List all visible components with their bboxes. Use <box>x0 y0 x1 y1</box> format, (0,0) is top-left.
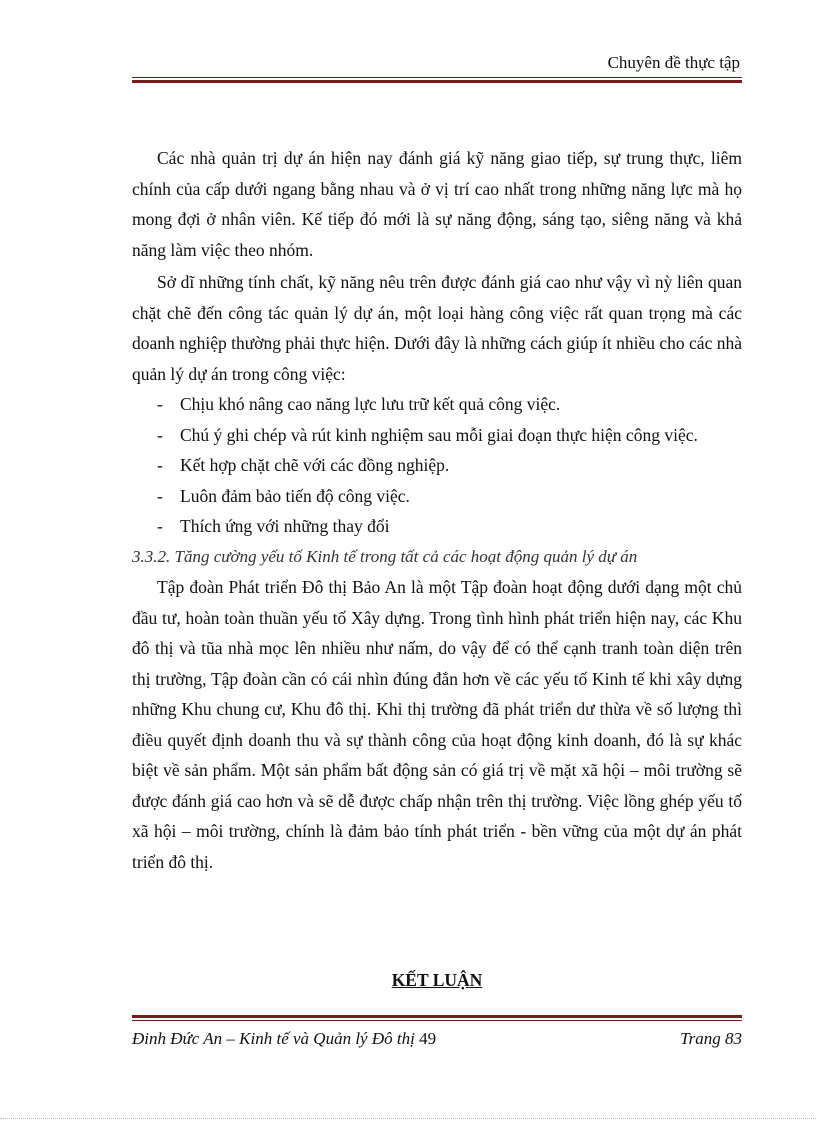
conclusion-heading: KẾT LUẬN <box>391 970 483 990</box>
bullet-dash: - <box>157 424 163 445</box>
list-item-text: Kết hợp chặt chẽ với các đồng nghiệp. <box>180 455 450 475</box>
list-item <box>132 420 742 451</box>
bullet-dash: - <box>157 394 163 414</box>
header-title: Chuyên đề thực tập <box>607 53 740 72</box>
page-bottom-border <box>0 1118 816 1119</box>
list-item-text: Thích ứng với những thay đổi <box>180 516 390 536</box>
footer-rule-thin <box>132 1020 742 1021</box>
paragraph-3: Tập đoàn Phát triển Đô thị Bảo An là một Tập đoàn hoạt động dưới dạng một chủ đầu tư, hoàn toàn thuần yếu tố Xây dựng. Trong tình hình phát triển hiện nay, các Khu đô thị và tũa nhà mọc lên nhiều như nấm, do vậy để có thể cạnh tranh toàn diện trên thị trường, Tập đoàn cần có cái nhìn đúng đắn hơn về các yếu tố Kinh tế khi xây dựng những Khu chung cư, Khu đô thị. Khi thị trường đã phát triển dư thừa về số lượng thì điều quyết định doanh thu và sự thành công của hoạt động kinh doanh, đó là sự khác biệt về sản phẩm. Một sản phẩm bất động sản có giá trị về mặt xã hội – môi trường sẽ được đánh giá cao hơn và sẽ dễ được chấp nhận trên thị trường. Việc lồng ghép yếu tố xã hội – môi trường, chính là đảm bảo tính phát triển - bền vững của một dự án phát triển đô thị. <box>132 577 742 872</box>
paragraph-1: Các nhà quản trị dự án hiện nay đánh giá kỹ năng giao tiếp, sự trung thực, liêm chính của cấp dưới ngang bằng nhau và ở vị trí cao nhất trong những năng lực mà họ mong đợi ở nhân viên. Kế tiếp đó mới là sự năng động, sáng tạo, siêng năng và khả năng làm việc theo nhóm. <box>132 148 742 260</box>
list-item-text: Chú ý ghi chép và rút kinh nghiệm sau mỗi giai đoạn thực hiện công việc. <box>180 424 698 445</box>
footer-page-number: Trang 83 <box>680 1029 742 1048</box>
section-heading: 3.3.2. Tăng cường yếu tố Kinh tế trong tất cả các hoạt động quản lý dự án <box>132 546 638 566</box>
list-item <box>132 481 742 512</box>
header-rule-thin <box>132 77 742 78</box>
list-item-text: Luôn đảm bảo tiến độ công việc. <box>180 485 410 506</box>
list-item <box>132 450 742 481</box>
list-item-text: Chịu khó nâng cao năng lực lưu trữ kết quả công việc. <box>180 394 561 414</box>
bullet-dash: - <box>157 516 163 536</box>
footer-author <box>132 1029 436 1049</box>
bullet-list <box>132 389 742 542</box>
footer-rule-thick <box>132 1015 742 1018</box>
header-rule-thick <box>132 80 742 83</box>
bullet-dash: - <box>157 485 163 506</box>
bullet-dash: - <box>157 455 163 475</box>
paragraph-2: Sở dĩ những tính chất, kỹ năng nêu trên được đánh giá cao như vậy vì nỳ liên quan chặt chẽ đến công tác quản lý dự án, một loại hàng công việc rất quan trọng mà các doanh nghiệp thường phải thực hiện. Dưới đây là những cách giúp ít nhiều cho các nhà quản lý dự án trong công việc: <box>132 272 742 384</box>
list-item <box>132 389 742 420</box>
footer-author-text: Đinh Đức An – Kinh tế và Quản lý Đô thị <box>132 1029 415 1048</box>
footer-class-number: 49 <box>419 1029 437 1048</box>
document-body <box>132 143 742 877</box>
list-item <box>132 511 742 542</box>
